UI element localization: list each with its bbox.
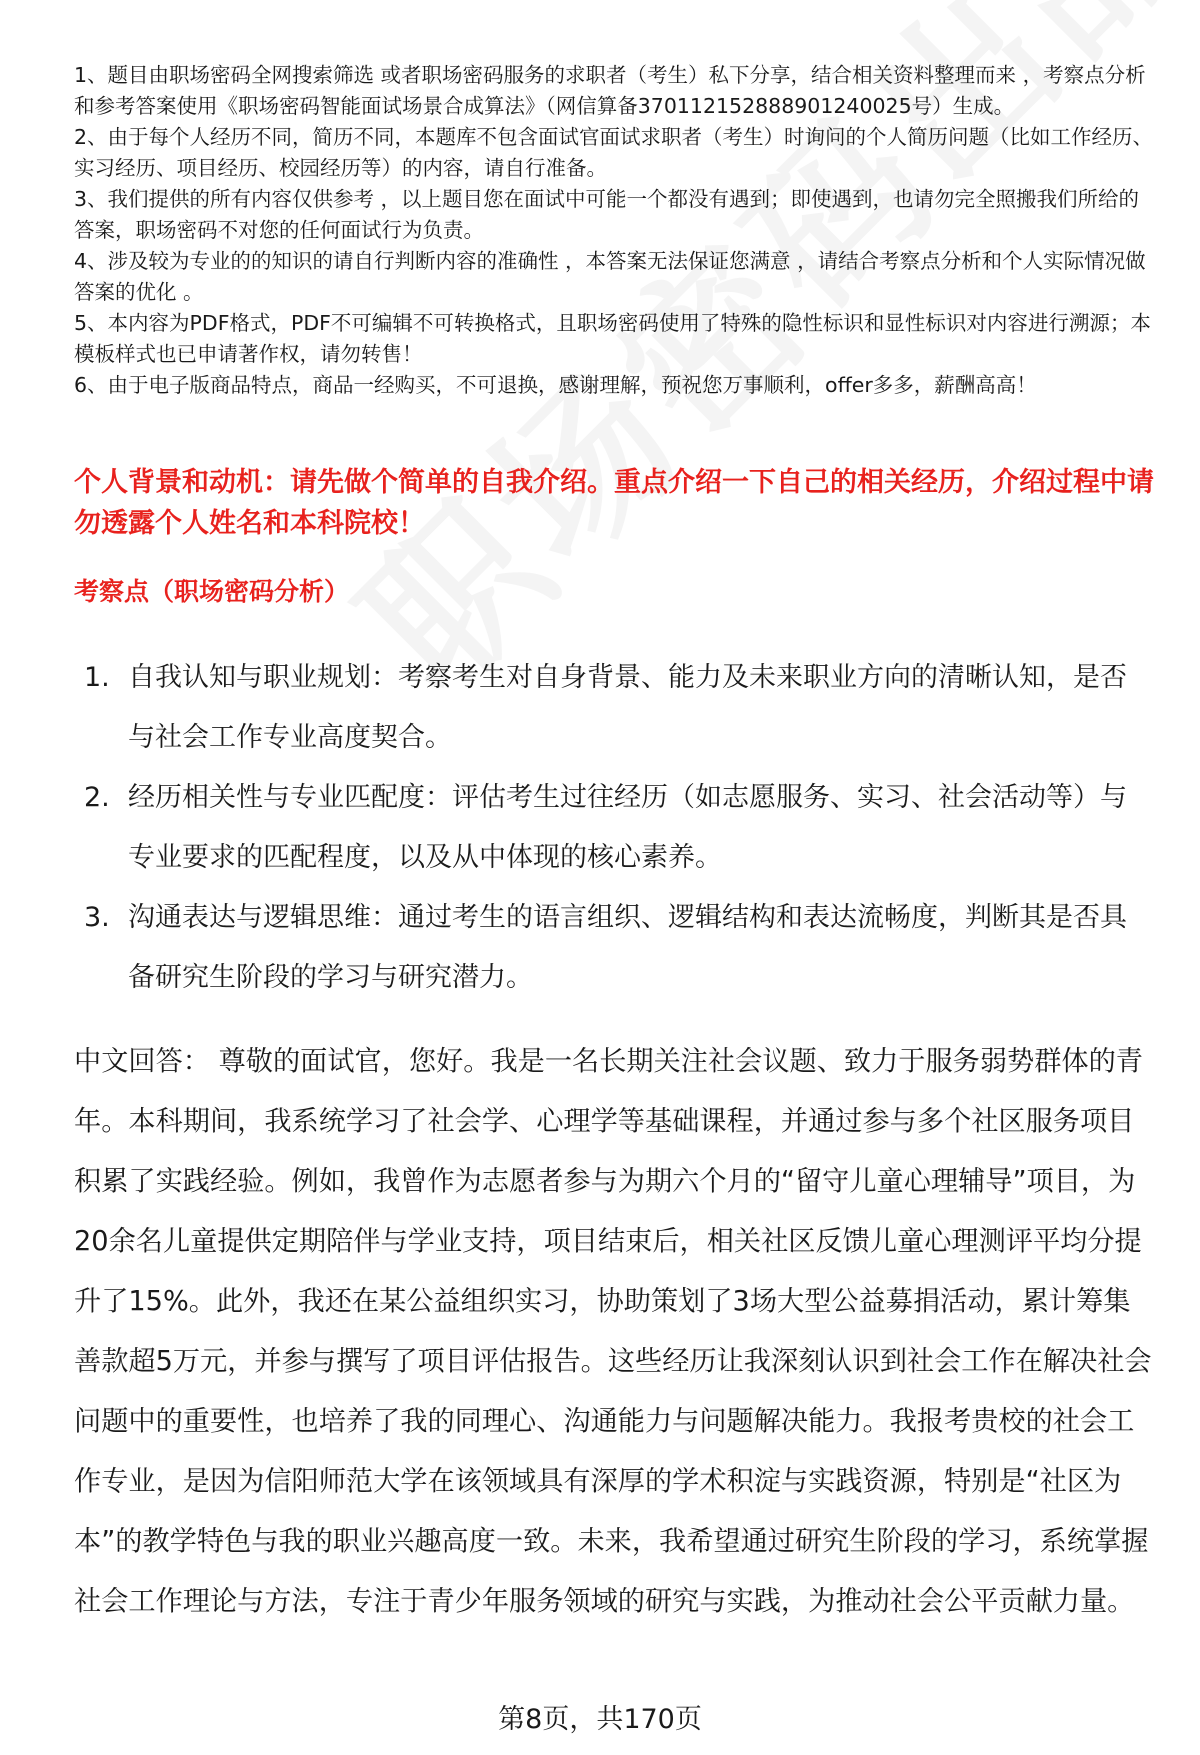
page-number: 第8页，共170页 [498,1704,702,1735]
point-text: 自我认知与职业规划：考察考生对自身背景、能力及未来职业方向的清晰认知，是否与社会工作专业高度契合。 [128,662,1127,753]
point-text: 沟通表达与逻辑思维：通过考生的语言组织、逻辑结构和表达流畅度，判断其是否具备研究生阶段的学习与研究潜力。 [128,902,1127,993]
analysis-point [84,888,1144,1008]
notice-list [74,60,1154,401]
analysis-section-title: 考察点（职场密码分析） [74,577,350,606]
notice-item: 2、由于每个人经历不同，简历不同，本题库不包含面试官面试求职者（考生）时询问的个人简历问题（比如工作经历、实习经历、项目经历、校园经历等）的内容，请自行准备。 [74,125,1154,180]
point-number: 1. [84,662,110,693]
notice-item: 1、题目由职场密码全网搜索筛选 或者职场密码服务的求职者（考生）私下分享，结合相关资料整理而来 ，考察点分析和参考答案使用《职场密码智能面试场景合成算法》（网信算备370112152888901240025号）生成。 [74,63,1146,118]
point-text: 经历相关性与专业匹配度：评估考生过往经历（如志愿服务、实习、社会活动等）与专业要求的匹配程度，以及从中体现的核心素养。 [128,782,1127,873]
answer-paragraph: 中文回答： 尊敬的面试官，您好。我是一名长期关注社会议题、致力于服务弱势群体的青年。本科期间，我系统学习了社会学、心理学等基础课程，并通过参与多个社区服务项目积累了实践经验。例如，我曾作为志愿者参与为期六个月的“留守儿童心理辅导”项目，为20余名儿童提供定期陪伴与学业支持，项目结束后，相关社区反馈儿童心理测评平均分提升了15%。此外，我还在某公益组织实习，协助策划了3场大型公益募捐活动，累计筹集善款超5万元，并参与撰写了项目评估报告。这些经历让我深刻认识到社会工作在解决社会问题中的重要性，也培养了我的同理心、沟通能力与问题解决能力。我报考贵校的社会工作专业，是因为信阳师范大学在该领域具有深厚的学术积淀与实践资源，特别是“社区为本”的教学特色与我的职业兴趣高度一致。未来，我希望通过研究生阶段的学习，系统掌握社会工作理论与方法，专注于青少年服务领域的研究与实践，为推动社会公平贡献力量。 [74,1046,1152,1617]
point-number: 3. [84,902,110,933]
notice-item: 3、我们提供的所有内容仅供参考 ，以上题目您在面试中可能一个都没有遇到；即使遇到，也请勿完全照搬我们所给的答案，职场密码不对您的任何面试行为负责。 [74,187,1140,242]
question-heading: 个人背景和动机：请先做个简单的自我介绍。重点介绍一下自己的相关经历，介绍过程中请勿透露个人姓名和本科院校！ [74,467,1154,539]
analysis-points [84,648,1144,1008]
notice-item: 4、涉及较为专业的的知识的请自行判断内容的准确性 ，本答案无法保证您满意 ，请结合考察点分析和个人实际情况做答案的优化 。 [74,249,1146,304]
analysis-point [84,648,1144,768]
notice-item: 6、由于电子版商品特点，商品一经购买，不可退换，感谢理解，预祝您万事顺利，offer多多，薪酬高高！ [74,373,1037,397]
analysis-point [84,768,1144,888]
point-number: 2. [84,782,110,813]
notice-item: 5、本内容为PDF格式，PDF不可编辑不可转换格式，且职场密码使用了特殊的隐性标识和显性标识对内容进行溯源；本模板样式也已申请著作权，请勿转售！ [74,311,1151,366]
